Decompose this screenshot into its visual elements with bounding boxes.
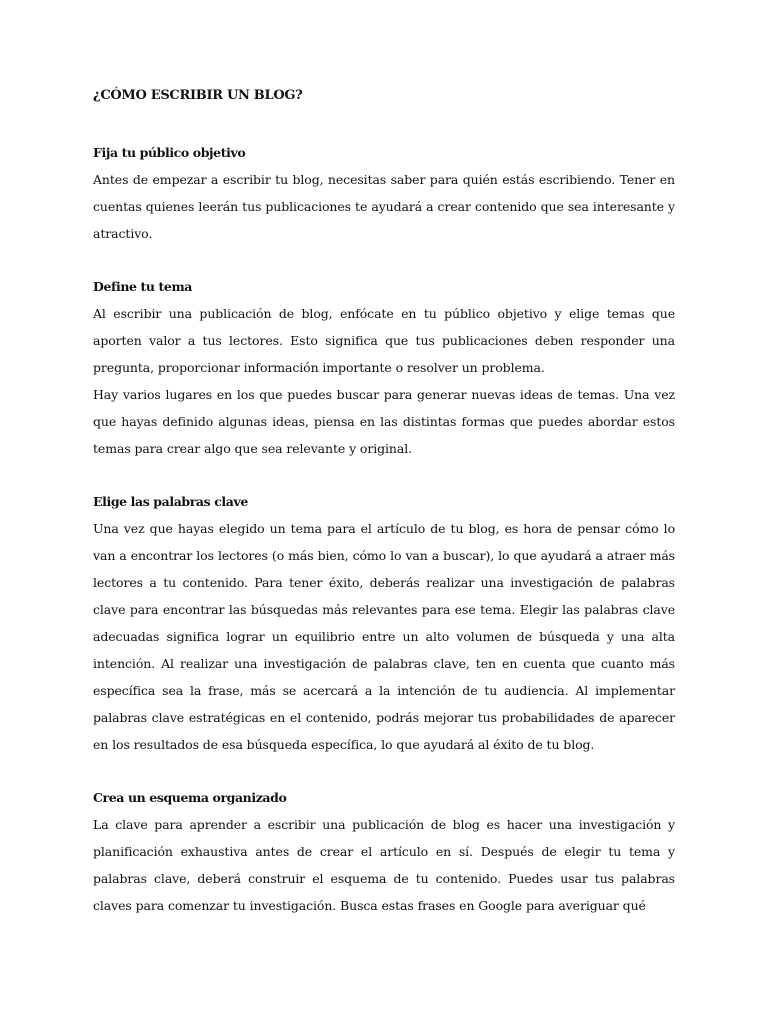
paragraph: Antes de empezar a escribir tu blog, necesitas saber para quién estás escribiendo. Tener en cuentas quienes leerán tus publicaciones te ayudará a crear contenido que sea interesante y atractivo. — [93, 172, 675, 241]
paragraph: Hay varios lugares en los que puedes buscar para generar nuevas ideas de temas. Una vez que hayas definido algunas ideas, piensa en las distintas formas que puedes abordar estos temas para crear algo que sea relevante y original. — [93, 387, 675, 456]
paragraph: Al escribir una publicación de blog, enfócate en tu público objetivo y elige temas que aporten valor a tus lectores. Esto significa que tus publicaciones deben responder una pregunta, proporcionar información importante o resolver un problema. — [93, 306, 675, 375]
section-heading: Define tu tema — [93, 279, 192, 294]
spacer — [93, 106, 675, 139]
section-esquema-organizado — [93, 784, 675, 919]
document-content — [93, 86, 675, 919]
spacer — [93, 758, 675, 784]
section-publico-objetivo — [93, 139, 675, 247]
section-heading: Fija tu público objetivo — [93, 145, 246, 160]
section-heading: Crea un esquema organizado — [93, 790, 287, 805]
paragraph: Una vez que hayas elegido un tema para el artículo de tu blog, es hora de pensar cómo lo van a encontrar los lectores (o más bien, cómo lo van a buscar), lo que ayudará a atraer más lectores a tu contenido. Para tener éxito, deberás realizar una investigación de palabras clave para encontrar las búsquedas más relevantes para ese tema. Elegir las palabras clave adecuadas significa lograr un equilibrio entre un alto volumen de búsqueda y una alta intención. Al realizar una investigación de palabras clave, ten en cuenta que cuanto más específica sea la frase, más se acercará a la intención de tu audiencia. Al implementar palabras clave estratégicas en el contenido, podrás mejorar tus probabilidades de aparecer en los resultados de esa búsqueda específica, lo que ayudará al éxito de tu blog. — [93, 521, 675, 752]
document-title: ¿CÓMO ESCRIBIR UN BLOG? — [93, 88, 303, 103]
section-define-tema — [93, 273, 675, 462]
paragraph: La clave para aprender a escribir una publicación de blog es hacer una investigación y planificación exhaustiva antes de crear el artículo en sí. Después de elegir tu tema y palabras clave, deberá construir el esquema de tu contenido. Puedes usar tus palabras claves para comenzar tu investigación. Busca estas frases en Google para averiguar qué — [93, 817, 675, 913]
spacer — [93, 247, 675, 273]
spacer — [93, 462, 675, 488]
section-heading: Elige las palabras clave — [93, 494, 248, 509]
section-palabras-clave — [93, 488, 675, 758]
